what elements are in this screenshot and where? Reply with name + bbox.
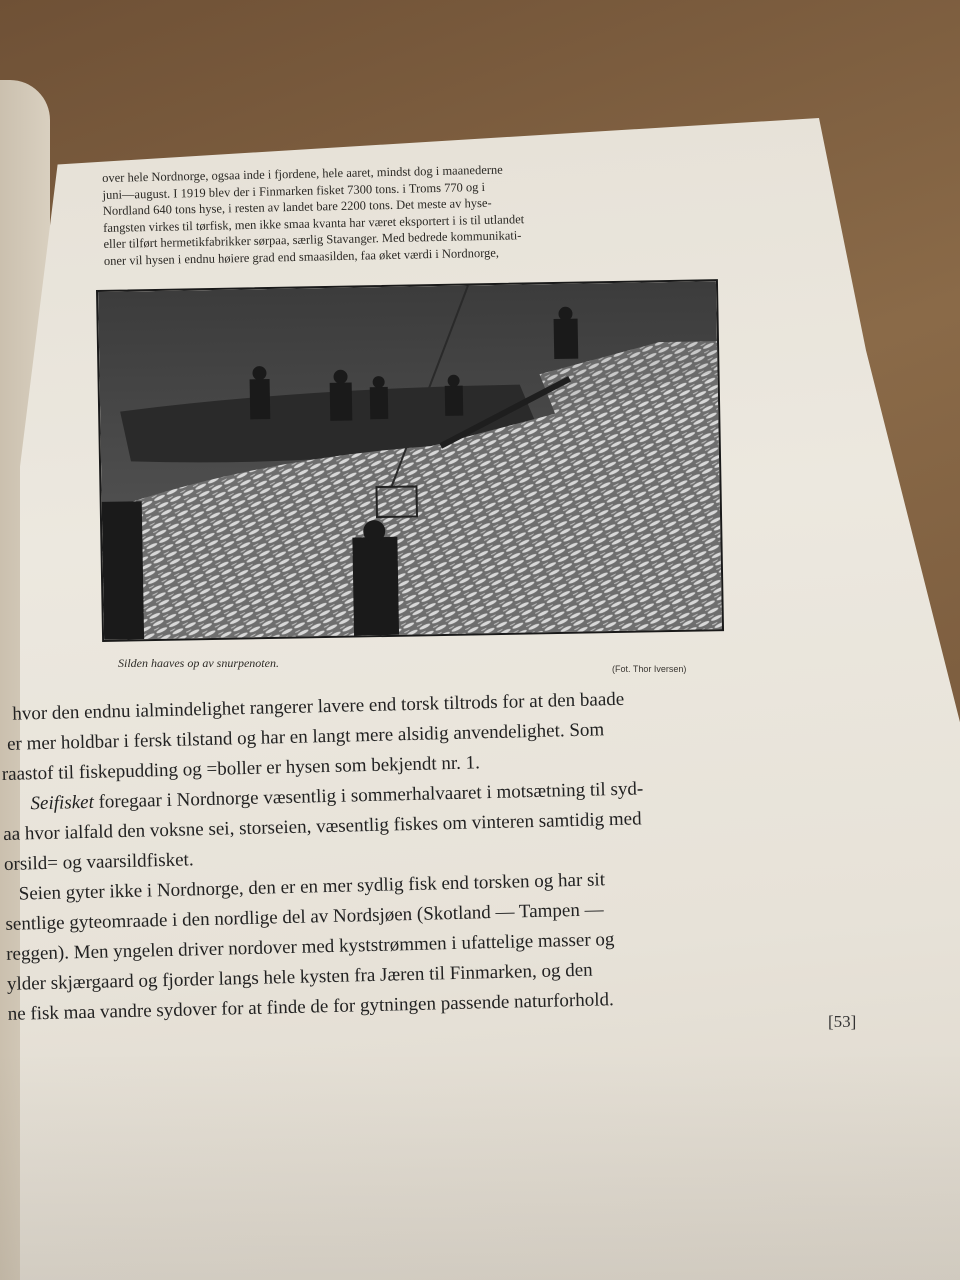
- text-line: orsild= og vaarsildfisket.: [3, 849, 194, 875]
- photo-caption: Silden haaves op av snurpenoten.: [118, 656, 279, 670]
- text-line: er mer holdbar i fersk tilstand og har en langt mere alsidig anvendelighet. Som: [6, 719, 605, 755]
- top-line: Nordland 640 tons hyse, i resten av landet bare 2200 tons. Det meste av hyse-: [102, 195, 492, 218]
- top-paragraph: [102, 157, 724, 269]
- text-line: sentlige gyteomraade i den nordlige del av Nordsjøen (Skotland — Tampen —: [5, 899, 604, 935]
- top-line: juni—august. I 1919 blev der i Finmarken fisket 7300 tons. i Troms 770 og i: [102, 179, 486, 202]
- text-line: hvor den endnu ialmindelighet rangerer lavere end torsk tiltrods for at den baade: [12, 688, 625, 725]
- main-text: [0, 679, 868, 1030]
- text-line: aa hvor ialfald den voksne sei, storseien, væsentlig fiskes om vinteren samtidig med: [3, 808, 642, 845]
- top-line: oner vil hysen i endnu høiere grad end smaasilden, faa øket værdi i Nordnorge,: [103, 245, 500, 268]
- top-line: eller tilført hermetikfabrikker sørpaa, særlig Stavanger. Med bedrede kommunikati-: [103, 228, 522, 251]
- top-line: fangsten virkes til tørfisk, men ikke smaa kvanta har været eksportert i is til utlandet: [103, 211, 525, 235]
- text-line: ylder skjærgaard og fjorder langs hele kysten fra Jæren til Finmarken, og den: [6, 959, 593, 995]
- top-line: over hele Nordnorge, ogsaa inde i fjordene, hele aaret, mindst dog i maanederne: [102, 162, 503, 185]
- text-line: reggen). Men yngelen driver nordover med kyststrømmen i ufattelige masser og: [5, 929, 615, 965]
- page-number: [53]: [828, 1012, 857, 1031]
- herring-photo: [96, 279, 724, 642]
- text-line: Seien gyter ikke i Nordnorge, den er en mer sydlig fisk end torsken og har sit: [18, 869, 606, 905]
- text-line: ne fisk maa vandre sydover for at finde de for gytningen passende naturforhold.: [7, 989, 614, 1025]
- text-line: raastof til fiskepudding og =boller er hysen som bekjendt nr. 1.: [1, 752, 481, 785]
- photo-illustration: [98, 281, 722, 640]
- italic-lead: Seifisket: [30, 791, 95, 815]
- photo-credit: (Fot. Thor Iversen): [612, 664, 687, 674]
- text-line-rest: foregaar i Nordnorge væsentlig i sommerhalvaaret i motsætning til syd-: [98, 778, 644, 813]
